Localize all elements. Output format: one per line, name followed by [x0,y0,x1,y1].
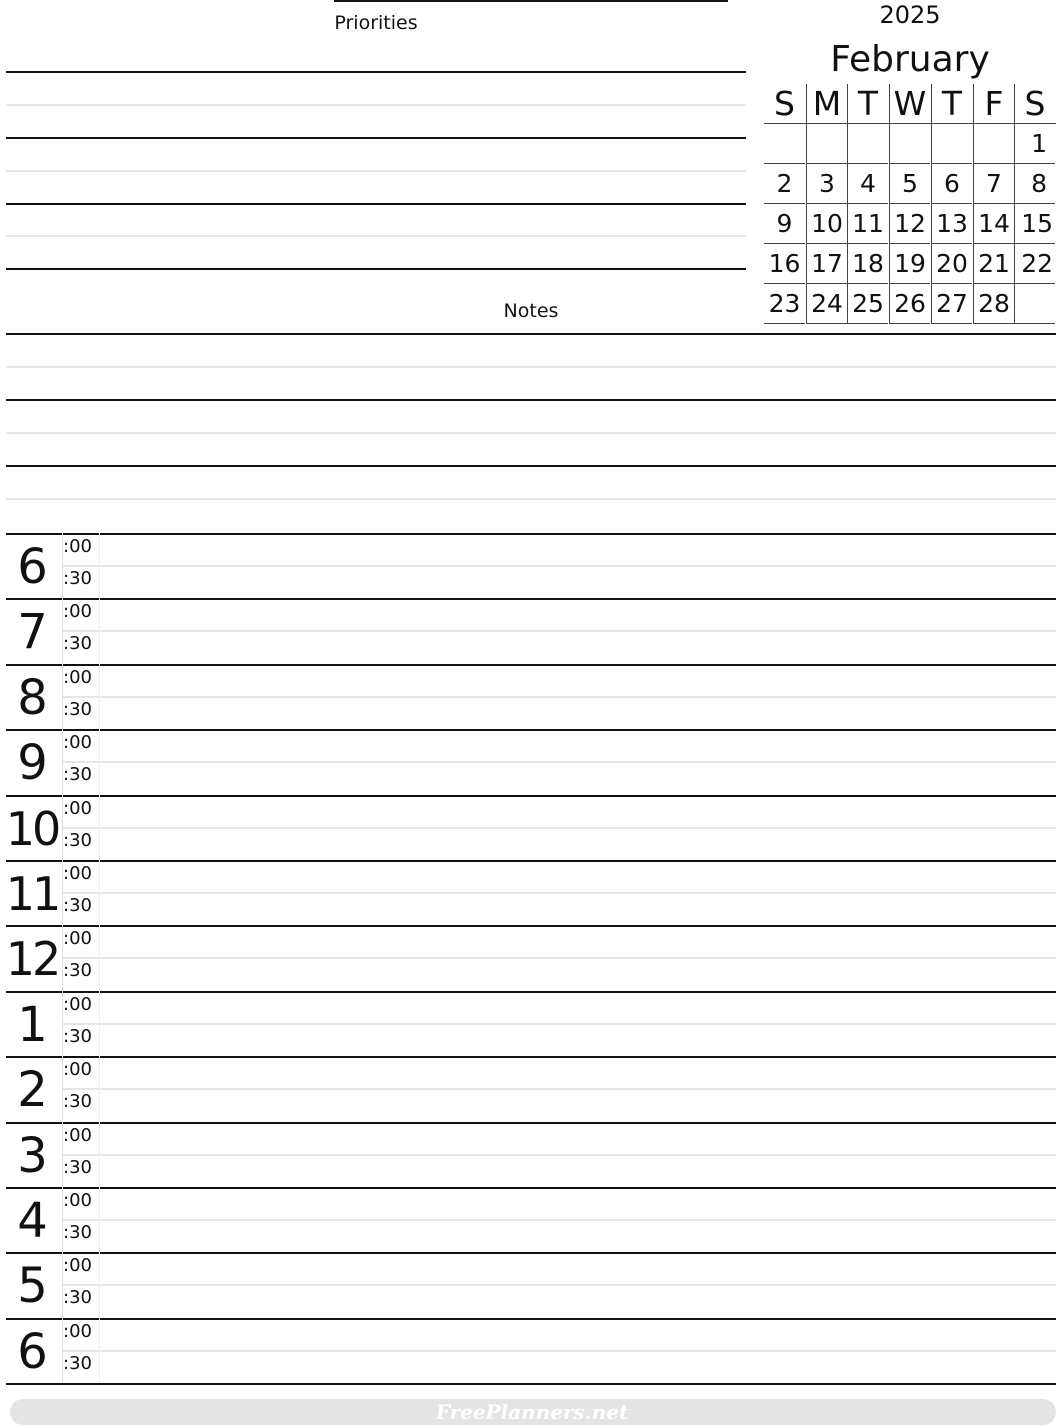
hour-label: 10 [5,802,59,856]
calendar-day[interactable]: 20 [931,244,972,284]
minute-label-00: :00 [63,1190,92,1211]
time-slot[interactable] [100,1320,1056,1381]
minute-label-00: :00 [63,1059,92,1080]
time-slot[interactable] [100,1058,1056,1119]
calendar-day[interactable]: 25 [847,284,888,324]
calendar-day[interactable] [1014,284,1055,324]
time-slot[interactable] [100,797,1056,858]
hour-label: 6 [17,539,47,595]
minute-label-00: :00 [63,536,92,557]
calendar-day[interactable]: 21 [973,244,1014,284]
notes-guide-line [6,366,1056,368]
priorities-line[interactable] [6,203,746,205]
calendar-day[interactable]: 18 [847,244,888,284]
calendar-day[interactable] [847,124,888,164]
minute-label-00: :00 [63,863,92,884]
priorities-guide-line [6,235,746,237]
time-slot[interactable] [100,993,1056,1054]
calendar-year: 2025 [879,1,941,29]
minute-label-30: :30 [63,699,92,720]
hour-label: 8 [17,670,47,726]
calendar-day[interactable]: 4 [847,164,888,204]
hour-label: 6 [17,1324,47,1380]
minute-label-00: :00 [63,1125,92,1146]
time-slot[interactable] [100,535,1056,596]
calendar-weekday: S [774,84,795,123]
time-slot[interactable] [100,927,1056,988]
calendar-day[interactable]: 17 [806,244,847,284]
calendar-day[interactable]: 16 [764,244,805,284]
calendar-day[interactable]: 24 [806,284,847,324]
calendar-day[interactable]: 28 [973,284,1014,324]
notes-guide-line [6,498,1056,500]
minute-label-00: :00 [63,732,92,753]
time-slot[interactable] [100,1254,1056,1315]
hour-label: 12 [5,932,59,986]
time-slot[interactable] [100,600,1056,661]
minute-label-00: :00 [63,1321,92,1342]
schedule-bottom-line [6,1383,1056,1385]
time-slot[interactable] [100,666,1056,727]
calendar-day[interactable]: 5 [889,164,930,204]
minute-label-30: :30 [63,1353,92,1374]
hour-label: 5 [17,1258,47,1314]
calendar-day[interactable]: 26 [889,284,930,324]
hour-column-divider [62,533,63,1383]
minute-label-30: :30 [63,830,92,851]
hour-label: 1 [17,997,47,1053]
minute-label-30: :30 [63,1222,92,1243]
minute-label-30: :30 [63,568,92,589]
top-rule [334,0,728,2]
minute-label-30: :30 [63,1157,92,1178]
hour-label: 4 [17,1193,47,1249]
hour-label: 11 [5,867,59,921]
calendar-day[interactable]: 27 [931,284,972,324]
priorities-line[interactable] [6,71,746,73]
calendar-day[interactable]: 13 [931,204,972,244]
calendar-day[interactable]: 14 [973,204,1014,244]
minute-label-00: :00 [63,928,92,949]
notes-line[interactable] [6,399,1056,401]
priorities-label: Priorities [334,12,418,34]
hour-label: 3 [17,1128,47,1184]
time-slot[interactable] [100,1189,1056,1250]
notes-line[interactable] [6,333,1056,335]
hour-label: 7 [17,604,47,660]
minute-label-00: :00 [63,798,92,819]
calendar-month: February [830,39,990,80]
minute-label-30: :30 [63,633,92,654]
calendar-weekday: F [973,84,1014,124]
calendar-day[interactable] [931,124,972,164]
calendar-day[interactable]: 10 [806,204,847,244]
priorities-guide-line [6,170,746,172]
calendar-day[interactable]: 11 [847,204,888,244]
minute-label-00: :00 [63,1255,92,1276]
priorities-line[interactable] [6,268,746,270]
calendar-day[interactable] [806,124,847,164]
calendar-day[interactable]: 19 [889,244,930,284]
minute-column-divider [99,533,100,1383]
minute-label-30: :30 [63,960,92,981]
calendar-day[interactable]: 3 [806,164,847,204]
calendar-day[interactable] [764,124,805,164]
calendar-day[interactable]: 23 [764,284,805,324]
hour-label: 2 [17,1062,47,1118]
priorities-guide-line [6,104,746,106]
calendar-weekday: S [1014,84,1055,124]
calendar-weekday: T [931,84,972,124]
priorities-line[interactable] [6,137,746,139]
calendar-day[interactable]: 15 [1014,204,1055,244]
calendar-day[interactable]: 7 [973,164,1014,204]
minute-label-30: :30 [63,764,92,785]
calendar-day[interactable]: 22 [1014,244,1055,284]
calendar-weekday: W [889,84,930,124]
hour-label: 9 [17,735,47,791]
calendar-day[interactable]: 1 [1014,124,1055,164]
notes-guide-line [6,432,1056,434]
calendar-day[interactable]: 2 [764,164,805,204]
calendar-day[interactable]: 12 [889,204,930,244]
footer-brand: FreePlanners.net [435,1400,629,1424]
calendar-day[interactable]: 6 [931,164,972,204]
time-slot[interactable] [100,1124,1056,1185]
calendar-day[interactable]: 9 [764,204,805,244]
minute-label-00: :00 [63,994,92,1015]
calendar-day[interactable] [889,124,930,164]
minute-label-30: :30 [63,895,92,916]
calendar-weekday: M [806,84,847,124]
calendar-day[interactable] [973,124,1014,164]
notes-line[interactable] [6,465,1056,467]
minute-label-30: :30 [63,1091,92,1112]
calendar-weekday: T [847,84,888,124]
minute-label-30: :30 [63,1287,92,1308]
calendar-day[interactable]: 8 [1014,164,1055,204]
minute-label-30: :30 [63,1026,92,1047]
time-slot[interactable] [100,862,1056,923]
minute-label-00: :00 [63,667,92,688]
minute-label-00: :00 [63,601,92,622]
time-slot[interactable] [100,731,1056,792]
notes-label: Notes [503,300,559,322]
